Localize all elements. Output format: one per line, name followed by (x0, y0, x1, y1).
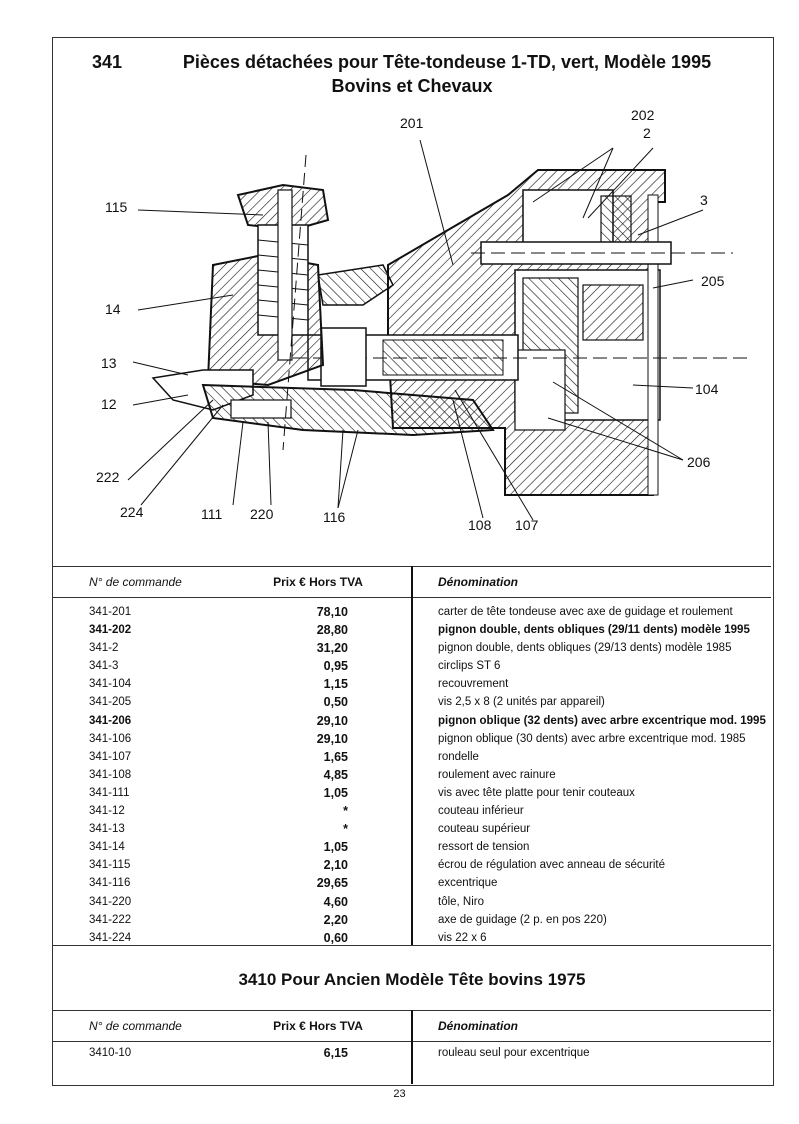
table-row (53, 838, 771, 856)
table-row (53, 802, 771, 820)
old-model-section (53, 945, 771, 1011)
price: 29,10 (316, 713, 348, 728)
exploded-parts-diagram (53, 100, 771, 565)
description: vis 22 x 6 (438, 931, 487, 944)
description: pignon oblique (32 dents) avec arbre excentrique mod. 1995 (438, 714, 766, 727)
table-row (53, 693, 771, 711)
description: circlips ST 6 (438, 660, 501, 673)
price: 2,10 (323, 858, 348, 873)
title-line-1: Pièces détachées pour Tête-tondeuse 1-TD, vert, Modèle 1995 (182, 52, 712, 72)
order-number: 341-205 (89, 696, 132, 709)
table-row (53, 893, 771, 911)
description: couteau inférieur (438, 805, 524, 818)
order-number: 341-2 (89, 642, 119, 655)
table-row (53, 1044, 771, 1062)
price: 28,80 (316, 623, 348, 638)
table-row (53, 639, 771, 657)
part-label-222: 222 (96, 469, 120, 485)
header-order-number: N° de commande (89, 575, 182, 589)
description: écrou de régulation avec anneau de sécurité (438, 859, 665, 872)
table-row (53, 730, 771, 748)
price: 6,15 (323, 1046, 348, 1060)
price: 1,65 (323, 749, 348, 764)
order-number: 341-206 (89, 714, 132, 727)
table-row (53, 784, 771, 802)
part-label-205: 205 (701, 273, 725, 289)
header-order-number: N° de commande (89, 1019, 182, 1033)
order-number: 341-12 (89, 805, 125, 818)
price: 4,85 (323, 767, 348, 782)
price: 0,50 (323, 695, 348, 710)
table-row (53, 766, 771, 784)
description: ressort de tension (438, 841, 530, 854)
description: roulement avec rainure (438, 768, 556, 781)
header-price: Prix € Hors TVA (273, 1019, 363, 1033)
description: pignon double, dents obliques (29/11 dents) modèle 1995 (438, 624, 750, 637)
table-row (53, 675, 771, 693)
order-number: 341-14 (89, 841, 125, 854)
order-number: 341-111 (89, 786, 130, 799)
part-label-202: 202 (631, 107, 655, 123)
order-number: 341-108 (89, 768, 132, 781)
header-price: Prix € Hors TVA (273, 575, 363, 589)
description: axe de guidage (2 p. en pos 220) (438, 913, 607, 926)
table-row (53, 911, 771, 929)
part-label-220: 220 (250, 506, 274, 522)
guide-axle (471, 242, 733, 264)
description: excentrique (438, 877, 498, 890)
order-number: 341-13 (89, 823, 125, 836)
description: rouleau seul pour excentrique (438, 1047, 590, 1059)
price: * (343, 804, 348, 819)
parts-table-body (53, 603, 771, 947)
price: 2,20 (323, 912, 348, 927)
part-label-2: 2 (643, 125, 651, 141)
part-label-206: 206 (687, 454, 711, 470)
order-number: 341-220 (89, 895, 132, 908)
part-label-104: 104 (695, 381, 719, 397)
description: vis avec tête platte pour tenir couteaux (438, 786, 635, 799)
table-row (53, 856, 771, 874)
table-row (53, 621, 771, 639)
old-model-table-body (53, 1044, 771, 1062)
part-label-111: 111 (201, 506, 223, 522)
bracket (318, 265, 393, 305)
order-number: 341-201 (89, 606, 132, 618)
order-number: 341-104 (89, 678, 132, 691)
header-name: Dénomination (438, 1019, 518, 1033)
price: * (343, 822, 348, 837)
order-number: 3410-10 (89, 1047, 132, 1059)
price: 1,05 (323, 840, 348, 855)
table-row (53, 748, 771, 766)
page-title (52, 50, 772, 98)
description: recouvrement (438, 678, 509, 691)
price: 1,15 (323, 677, 348, 692)
price: 0,60 (323, 930, 348, 945)
part-label-12: 12 (101, 396, 117, 412)
price: 78,10 (316, 605, 348, 619)
page-number: 23 (393, 1088, 406, 1100)
price: 29,10 (316, 731, 348, 746)
part-label-201: 201 (400, 115, 424, 131)
table-row (53, 712, 771, 730)
catalog-number: 341 (92, 52, 123, 72)
part-label-108: 108 (468, 517, 492, 533)
description: carter de tête tondeuse avec axe de guidage et roulement (438, 606, 733, 618)
table-row (53, 657, 771, 675)
order-number: 341-106 (89, 732, 132, 745)
price: 0,95 (323, 659, 348, 674)
description: pignon oblique (30 dents) avec arbre excentrique mod. 1985 (438, 732, 746, 745)
price: 29,65 (316, 876, 348, 891)
gear-housing (388, 170, 665, 495)
price: 4,60 (323, 894, 348, 909)
title-line-2: Bovins et Chevaux (331, 76, 493, 96)
part-label-224: 224 (120, 504, 144, 520)
order-number: 341-202 (89, 624, 132, 637)
table-row (53, 820, 771, 838)
part-label-13: 13 (101, 355, 117, 371)
order-number: 341-224 (89, 931, 132, 944)
description: rondelle (438, 750, 479, 763)
table-row (53, 874, 771, 892)
description: couteau supérieur (438, 823, 531, 836)
part-label-116: 116 (323, 509, 346, 525)
description: pignon double, dents obliques (29/13 dents) modèle 1985 (438, 642, 732, 655)
order-number: 341-115 (89, 859, 131, 872)
header-name: Dénomination (438, 575, 518, 589)
table-row (53, 603, 771, 621)
price: 31,20 (316, 641, 348, 656)
part-label-107: 107 (515, 517, 539, 533)
order-number: 341-107 (89, 750, 132, 763)
description: tôle, Niro (438, 895, 485, 908)
part-label-14: 14 (105, 301, 121, 317)
description: vis 2,5 x 8 (2 unités par appareil) (438, 696, 605, 709)
order-number: 341-222 (89, 913, 132, 926)
order-number: 341-116 (89, 877, 131, 890)
part-label-3: 3 (700, 192, 708, 208)
section-title: 3410 Pour Ancien Modèle Tête bovins 1975 (238, 970, 586, 989)
price: 1,05 (323, 785, 348, 800)
part-label-115: 115 (105, 199, 128, 215)
order-number: 341-3 (89, 660, 119, 673)
